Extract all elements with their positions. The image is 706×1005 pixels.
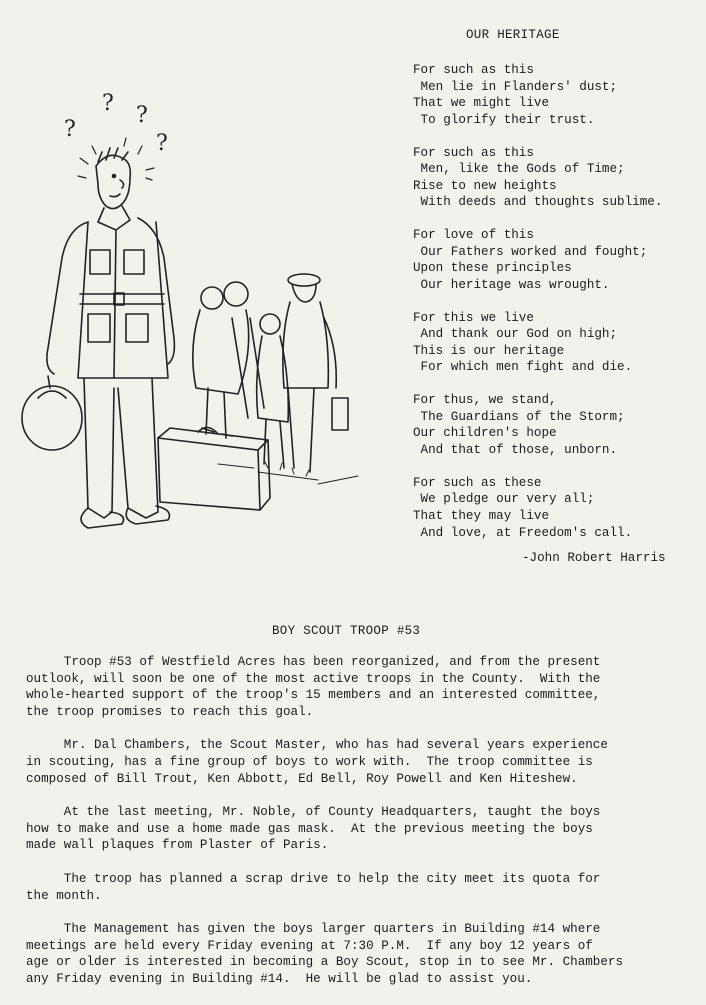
poem-line: Our children's hope xyxy=(413,426,557,441)
poem-line: Rise to new heights xyxy=(413,178,557,193)
poem-line: For such as these xyxy=(413,475,542,490)
article-line: how to make and use a home made gas mask. At the previous meeting the boys xyxy=(26,821,593,836)
poem-line: To glorify their trust. xyxy=(413,112,595,127)
poem-line: For such as this xyxy=(413,145,534,160)
poem-line: For this we live xyxy=(413,310,534,325)
poem-author: -John Robert Harris xyxy=(522,551,666,565)
poem-line: The Guardians of the Storm; xyxy=(413,409,625,424)
article-line: composed of Bill Trout, Ken Abbott, Ed Bell, Roy Powell and Ken Hiteshew. xyxy=(26,771,578,786)
svg-text:?: ? xyxy=(64,117,76,142)
poem-line: That they may live xyxy=(413,509,550,523)
poem-line: And thank our God on high; xyxy=(413,327,618,342)
article-title: BOY SCOUT TROOP #53 xyxy=(272,624,421,638)
article-line: whole-hearted support of the troop's 15 members and an interested committee, xyxy=(26,688,601,703)
article-line: At the last meeting, Mr. Noble, of County Headquarters, taught the boys xyxy=(26,805,601,820)
svg-text:?: ? xyxy=(156,131,168,156)
poem-line: For such as this xyxy=(413,63,534,77)
poem-line: Upon these principles xyxy=(413,261,572,276)
poem-line: This is our heritage xyxy=(413,343,565,358)
article-body xyxy=(26,654,698,1005)
poem-line: And that of those, unborn. xyxy=(413,443,618,458)
article-line: in scouting, has a fine group of boys to work with. The troop committee is xyxy=(26,754,593,769)
poem-line: Our Fathers worked and fought; xyxy=(413,244,648,259)
article-line: The Management has given the boys larger quarters in Building #14 where xyxy=(26,922,601,937)
poem-line: For thus, we stand, xyxy=(413,393,557,408)
article-line: Troop #53 of Westfield Acres has been reorganized, and from the present xyxy=(26,655,601,669)
article-paragraph xyxy=(26,737,698,787)
poem-line: That we might live xyxy=(413,96,550,111)
article-paragraph xyxy=(26,921,698,987)
poem-title: OUR HERITAGE xyxy=(466,28,560,42)
article-paragraph xyxy=(26,871,698,904)
article-line: outlook, will soon be one of the most active troops in the County. With the xyxy=(26,671,601,686)
poem-stanza xyxy=(413,475,703,541)
article-line: age or older is interested in becoming a Boy Scout, stop in to see Mr. Chambers xyxy=(26,955,624,970)
poem-stanza xyxy=(413,392,703,458)
poem-line: For love of this xyxy=(413,228,534,243)
poem-line: Our heritage was wrought. xyxy=(413,277,610,292)
poem-line: With deeds and thoughts sublime. xyxy=(413,195,663,210)
poem-line: For which men fight and die. xyxy=(413,360,633,375)
soldier-farewell-illustration xyxy=(18,88,370,540)
svg-text:?: ? xyxy=(136,103,148,128)
poem-line: Men, like the Gods of Time; xyxy=(413,162,625,177)
poem-stanza xyxy=(413,310,703,376)
question-marks-icon xyxy=(64,91,168,156)
poem-line: And love, at Freedom's call. xyxy=(413,525,633,540)
article-paragraph xyxy=(26,804,698,854)
poem-stanza xyxy=(413,145,703,211)
poem-line: Men lie in Flanders' dust; xyxy=(413,79,618,94)
poem-stanza xyxy=(413,62,703,128)
article-line: any Friday evening in Building #14. He will be glad to assist you. xyxy=(26,971,533,986)
svg-text:?: ? xyxy=(102,91,114,116)
poem-stanza xyxy=(413,227,703,293)
poem-body xyxy=(413,62,703,557)
article-paragraph xyxy=(26,654,698,720)
article-line: The troop has planned a scrap drive to help the city meet its quota for xyxy=(26,871,601,886)
article-line: meetings are held every Friday evening at 7:30 P.M. If any boy 12 years of xyxy=(26,938,593,953)
poem-line: We pledge our very all; xyxy=(413,492,595,507)
article-line: Mr. Dal Chambers, the Scout Master, who has had several years experience xyxy=(26,738,608,753)
article-line: the troop promises to reach this goal. xyxy=(26,704,314,719)
article-line: made wall plaques from Plaster of Paris. xyxy=(26,838,329,853)
article-line: the month. xyxy=(26,888,102,903)
